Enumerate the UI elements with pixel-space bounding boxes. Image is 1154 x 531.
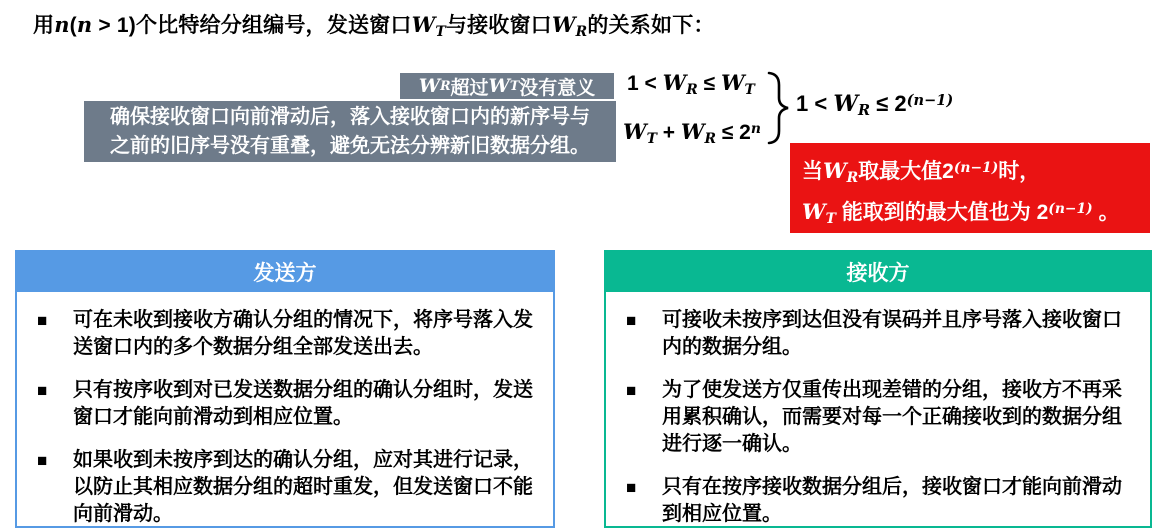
receiver-panel-header	[606, 252, 1150, 292]
sender-panel-body	[17, 292, 553, 528]
list-item	[626, 377, 1140, 458]
conclusion-box	[790, 143, 1150, 233]
receiver-panel	[604, 250, 1152, 528]
list-item-text: 只有按序收到对已发送数据分组的确认分组时，发送窗口才能向前滑动到相应位置。	[73, 379, 533, 428]
curly-brace-icon	[767, 71, 791, 145]
square-bullet-icon: ■	[37, 381, 48, 400]
formula-wr-range: $1 < W_R \le W_T$	[627, 70, 755, 98]
annotation-ensure-line1: 确保接收窗口向前滑动后，落入接收窗口内的新序号与	[110, 105, 590, 128]
formula-wr-result: $1 < W_R \le 2^{(n-1)}$	[796, 91, 954, 119]
list-item-text: 只有在按序接收数据分组后，接收窗口才能向前滑动到相应位置。	[662, 476, 1122, 525]
page-title: 用n(n > 1)个比特给分组编号，发送窗口$W_T$与接收窗口$W_R$的关系如下：	[33, 12, 715, 40]
sender-panel-title: 发送方	[253, 262, 317, 285]
annotation-wr-exceeds-wt: W R 超过 W T 没有意义	[400, 73, 614, 99]
list-item-text: 如果收到未按序到达的确认分组，应对其进行记录，以防止其相应数据分组的超时重发，但发送窗口不能向前滑动。	[73, 449, 533, 525]
list-item	[37, 307, 543, 361]
conclusion-line2: $W_T$ 能取到的最大值也为 $2^{(n-1)}$ 。	[802, 199, 1120, 227]
sender-panel-header	[17, 252, 553, 292]
square-bullet-icon: ■	[626, 311, 637, 330]
square-bullet-icon: ■	[626, 478, 637, 497]
list-item-text: 可接收未按序到达但没有误码并且序号落入接收窗口内的数据分组。	[662, 309, 1122, 358]
annotation-ensure-line2: 之前的旧序号没有重叠，避免无法分辨新旧数据分组。	[110, 134, 590, 157]
list-item-text: 为了使发送方仅重传出现差错的分组，接收方不再采用累积确认，而需要对每一个正确接收到的数据分组进行逐一确认。	[662, 379, 1122, 455]
list-item	[37, 447, 543, 528]
annotation-ensure-note	[84, 101, 616, 162]
list-item	[626, 474, 1140, 528]
list-item	[37, 377, 543, 431]
square-bullet-icon: ■	[37, 451, 48, 470]
formula-window-sum: $W_T + W_R \le 2^n$	[623, 119, 761, 147]
square-bullet-icon: ■	[37, 311, 48, 330]
receiver-panel-body	[606, 292, 1150, 528]
list-item-text: 可在未收到接收方确认分组的情况下，将序号落入发送窗口内的多个数据分组全部发送出去。	[73, 309, 533, 358]
sender-panel	[15, 250, 555, 528]
conclusion-line1: 当$W_R$取最大值$2^{(n-1)}$时，	[802, 158, 1041, 186]
square-bullet-icon: ■	[626, 381, 637, 400]
receiver-panel-title: 接收方	[846, 262, 910, 285]
list-item	[626, 307, 1140, 361]
